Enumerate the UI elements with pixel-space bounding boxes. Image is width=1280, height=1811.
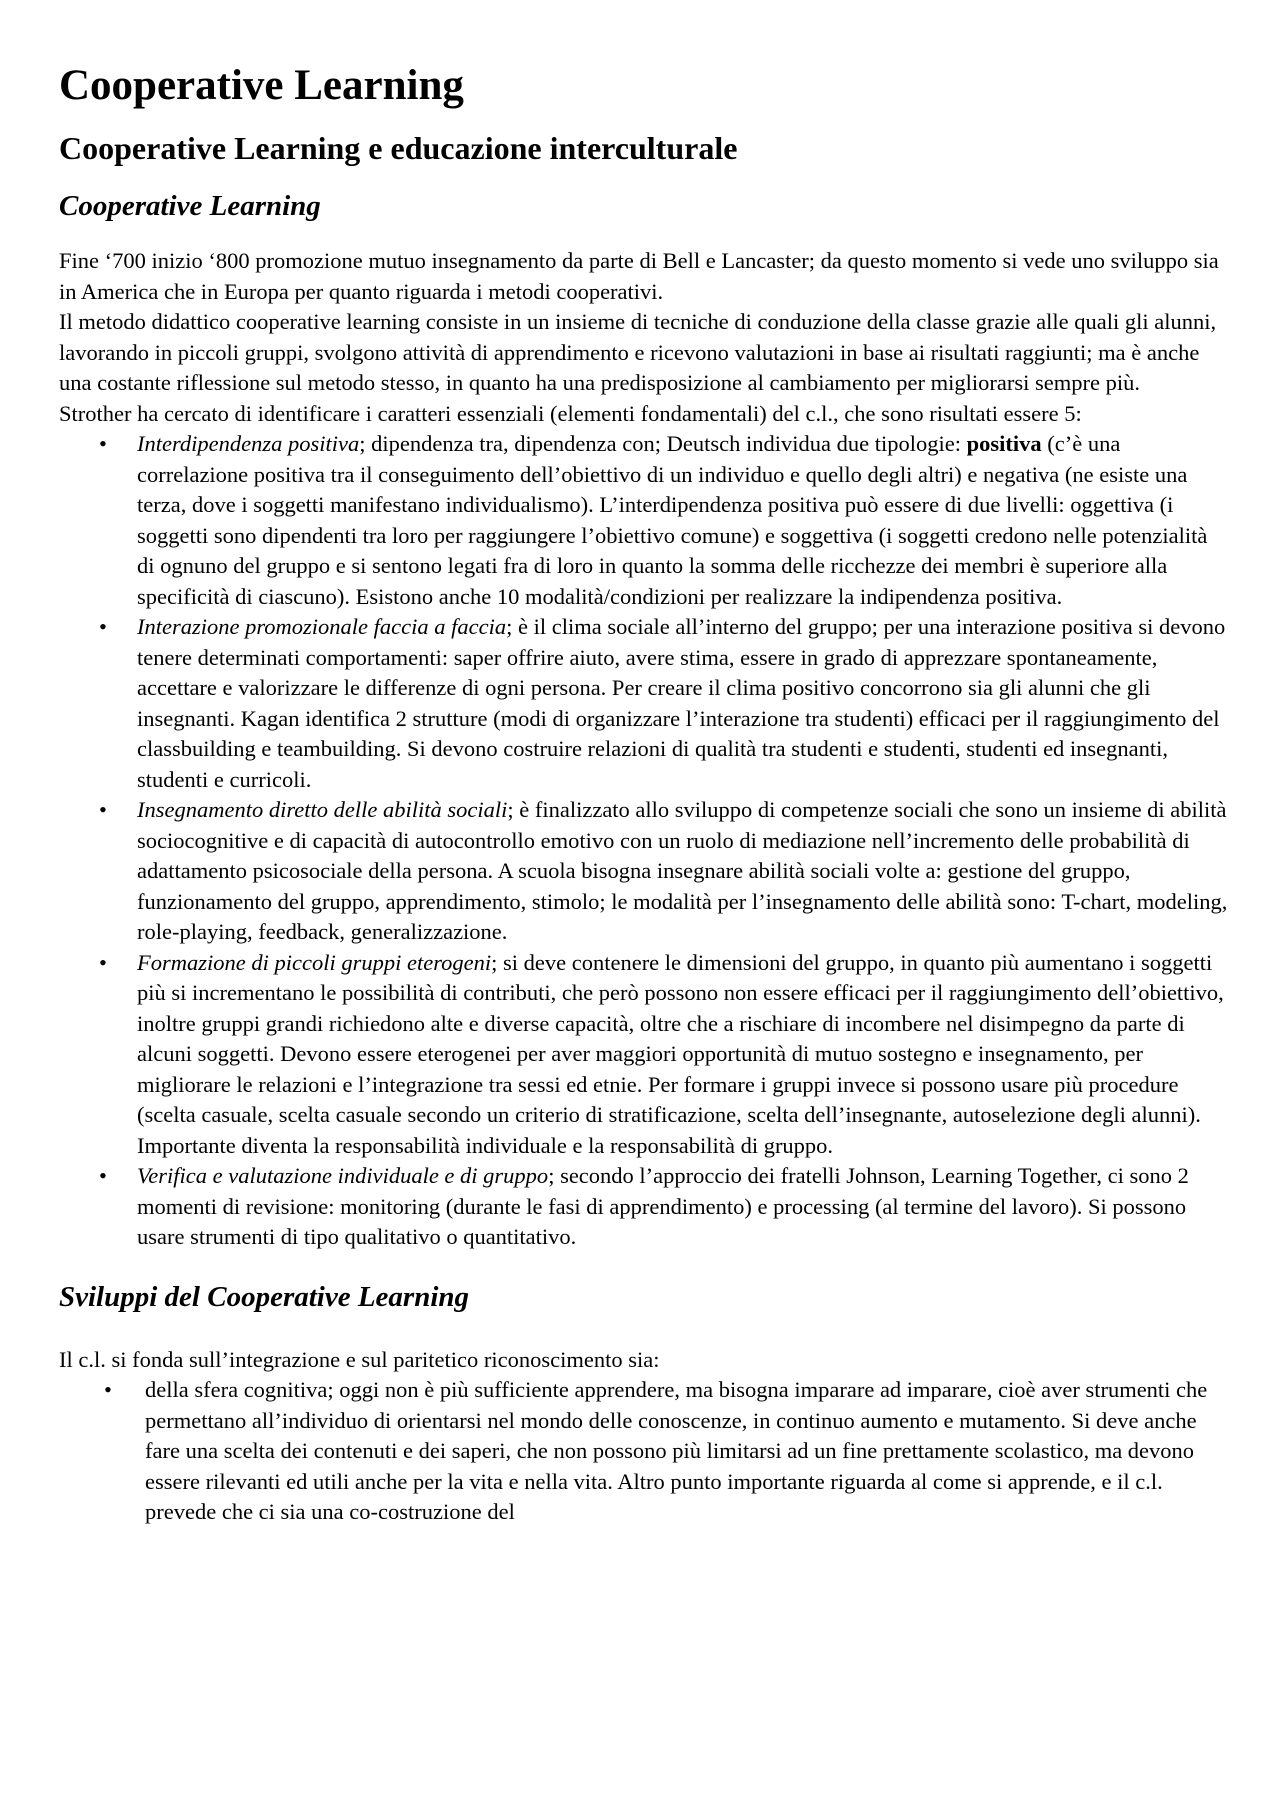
list-item-term: Interdipendenza positiva — [137, 431, 360, 456]
list-item — [59, 948, 1229, 1162]
document-subtitle: Cooperative Learning e educazione interculturale — [59, 130, 738, 166]
list-item — [59, 1161, 1229, 1253]
list-item-term: Verifica e valutazione individuale e di gruppo — [137, 1163, 549, 1188]
section-heading-sviluppi: Sviluppi del Cooperative Learning — [59, 1280, 470, 1313]
paragraph-history: Fine ‘700 inizio ‘800 promozione mutuo insegnamento da parte di Bell e Lancaster; da questo momento si vede uno sviluppo sia in America che in Europa per quanto riguarda i metodi cooperativi. — [59, 248, 1219, 304]
paragraph-integration: Il c.l. si fonda sull’integrazione e sul paritetico riconoscimento sia: — [59, 1346, 660, 1372]
document-title: Cooperative Learning — [59, 62, 464, 109]
bullet-icon: • — [99, 797, 107, 822]
paragraph-method-definition: Il metodo didattico cooperative learning consiste in un insieme di tecniche di conduzione della classe grazie alle quali gli alunni, lavorando in piccoli gruppi, svolgono attività di apprendimento e ricevono valutazioni in base ai risultati raggiunti; ma è anche una costante riflessione sul metodo stesso, in quanto ha una predisposizione al cambiamento per migliorarsi sempre più. — [59, 309, 1217, 395]
document-page — [59, 56, 1229, 1528]
list-item-text: ; è il clima sociale all’interno del gruppo; per una interazione positiva si devono tenere determinati comportamenti: saper offrire aiuto, avere stima, essere in grado di apprezzare spontaneamente, accettare e valorizzare le differenze di ogni persona. Per creare il clima positivo concorrono sia gli alunni che gli insegnanti. Kagan identifica 2 strutture (modi di organizzare l’interazione tra studenti) efficaci per il raggiungimento del classbuilding e teambuilding. Si devono costruire relazioni di qualità tra studenti e studenti, studenti ed insegnanti, studenti e curricoli. — [137, 614, 1226, 792]
list-item-text: (c’è una correlazione positiva tra il conseguimento dell’obiettivo di un individuo e quello degli altri) e negativa (ne esiste una terza, dove i soggetti manifestano individualismo). L’interdipendenza positiva può essere di due livelli: oggettiva (i soggetti sono dipendenti tra loro per raggiungere l’obiettivo comune) e soggettiva (i soggetti credono nelle potenzialità di ognuno del gruppo e si sentono legati fra di loro in quanto la somma delle ricchezze dei membri è superiore alla specificità di ciascuno). Esistono anche 10 modalità/condizioni per realizzare la indipendenza positiva. — [137, 431, 1208, 609]
bullet-icon: • — [99, 949, 107, 975]
paragraph-strother: Strother ha cercato di identificare i caratteri essenziali (elementi fondamentali) del c.l., che sono risultati essere 5: — [59, 400, 1082, 426]
list-item-text: ; dipendenza tra, dipendenza con; Deutsch individua due tipologie: — [359, 431, 967, 456]
list-item-term: Insegnamento diretto delle abilità sociali — [137, 797, 508, 822]
list-item-bold: positiva — [966, 431, 1042, 456]
list-item-term: Formazione di piccoli gruppi eterogeni — [137, 949, 492, 975]
list-item — [59, 612, 1229, 795]
list-item-text: ; secondo l’approccio dei fratelli Johnson, Learning Together, ci sono 2 momenti di revisione: monitoring (durante le fasi di apprendimento) e processing (al termine del lavoro). Si possono usare strumenti di tipo qualitativo o quantitativo. — [137, 1163, 1189, 1249]
list-item-term: Interazione promozionale faccia a faccia — [137, 614, 507, 639]
list-item — [59, 795, 1229, 948]
bullet-icon: • — [104, 1377, 112, 1402]
list-item — [59, 1375, 1229, 1528]
bullet-icon: • — [99, 1163, 107, 1188]
bullet-icon: • — [99, 431, 107, 456]
list-item — [59, 429, 1229, 612]
list-item-text: ; si deve contenere le dimensioni del gruppo, in quanto più aumentano i soggetti più si incrementano le possibilità di contributi, che però possono non essere efficaci per il raggiungimento dell’obiettivo, inoltre gruppi grandi richiedono alte e diverse capacità, oltre che a rischiare di incombere nel disimpegno da parte di alcuni soggetti. Devono essere eterogenei per aver maggiori opportunità di mutuo sostegno e insegnamento, per migliorare le relazioni e l’integrazione tra sessi ed etnie. Per formare i gruppi invece si possono usare più procedure (scelta casuale, scelta casuale secondo un criterio di stratificazione, scelta dell’insegnante, autoselezione degli alunni). Importante diventa la responsabilità individuale e la responsabilità di gruppo. — [137, 949, 1224, 1158]
integration-list — [59, 1375, 1229, 1528]
list-item-text: ; è finalizzato allo sviluppo di competenze sociali che sono un insieme di abilità sociocognitive e di capacità di autocontrollo emotivo con un ruolo di mediazione nell’incremento delle probabilità di adattamento psicosociale della persona. A scuola bisogna insegnare abilità sociali volte a: gestione del gruppo, funzionamento del gruppo, apprendimento, stimolo; le modalità per l’insegnamento delle abilità sono: T-chart, modeling, role-playing, feedback, generalizzazione. — [137, 797, 1228, 944]
section-heading-cooperative-learning: Cooperative Learning — [59, 190, 321, 222]
essential-elements-list — [59, 429, 1229, 1253]
bullet-icon: • — [99, 614, 107, 639]
list-item-text: della sfera cognitiva; oggi non è più sufficiente apprendere, ma bisogna imparare ad imparare, cioè aver strumenti che permettano all’individuo di orientarsi nel mondo delle conoscenze, in continuo aumento e mutamento. Si deve anche fare una scelta dei contenuti e dei saperi, che non possono più limitarsi ad un fine prettamente scolastico, ma devono essere rilevanti ed utili anche per la vita e nella vita. Altro punto importante riguarda al come si apprende, e il c.l. prevede che ci sia una co-costruzione del — [145, 1377, 1208, 1524]
